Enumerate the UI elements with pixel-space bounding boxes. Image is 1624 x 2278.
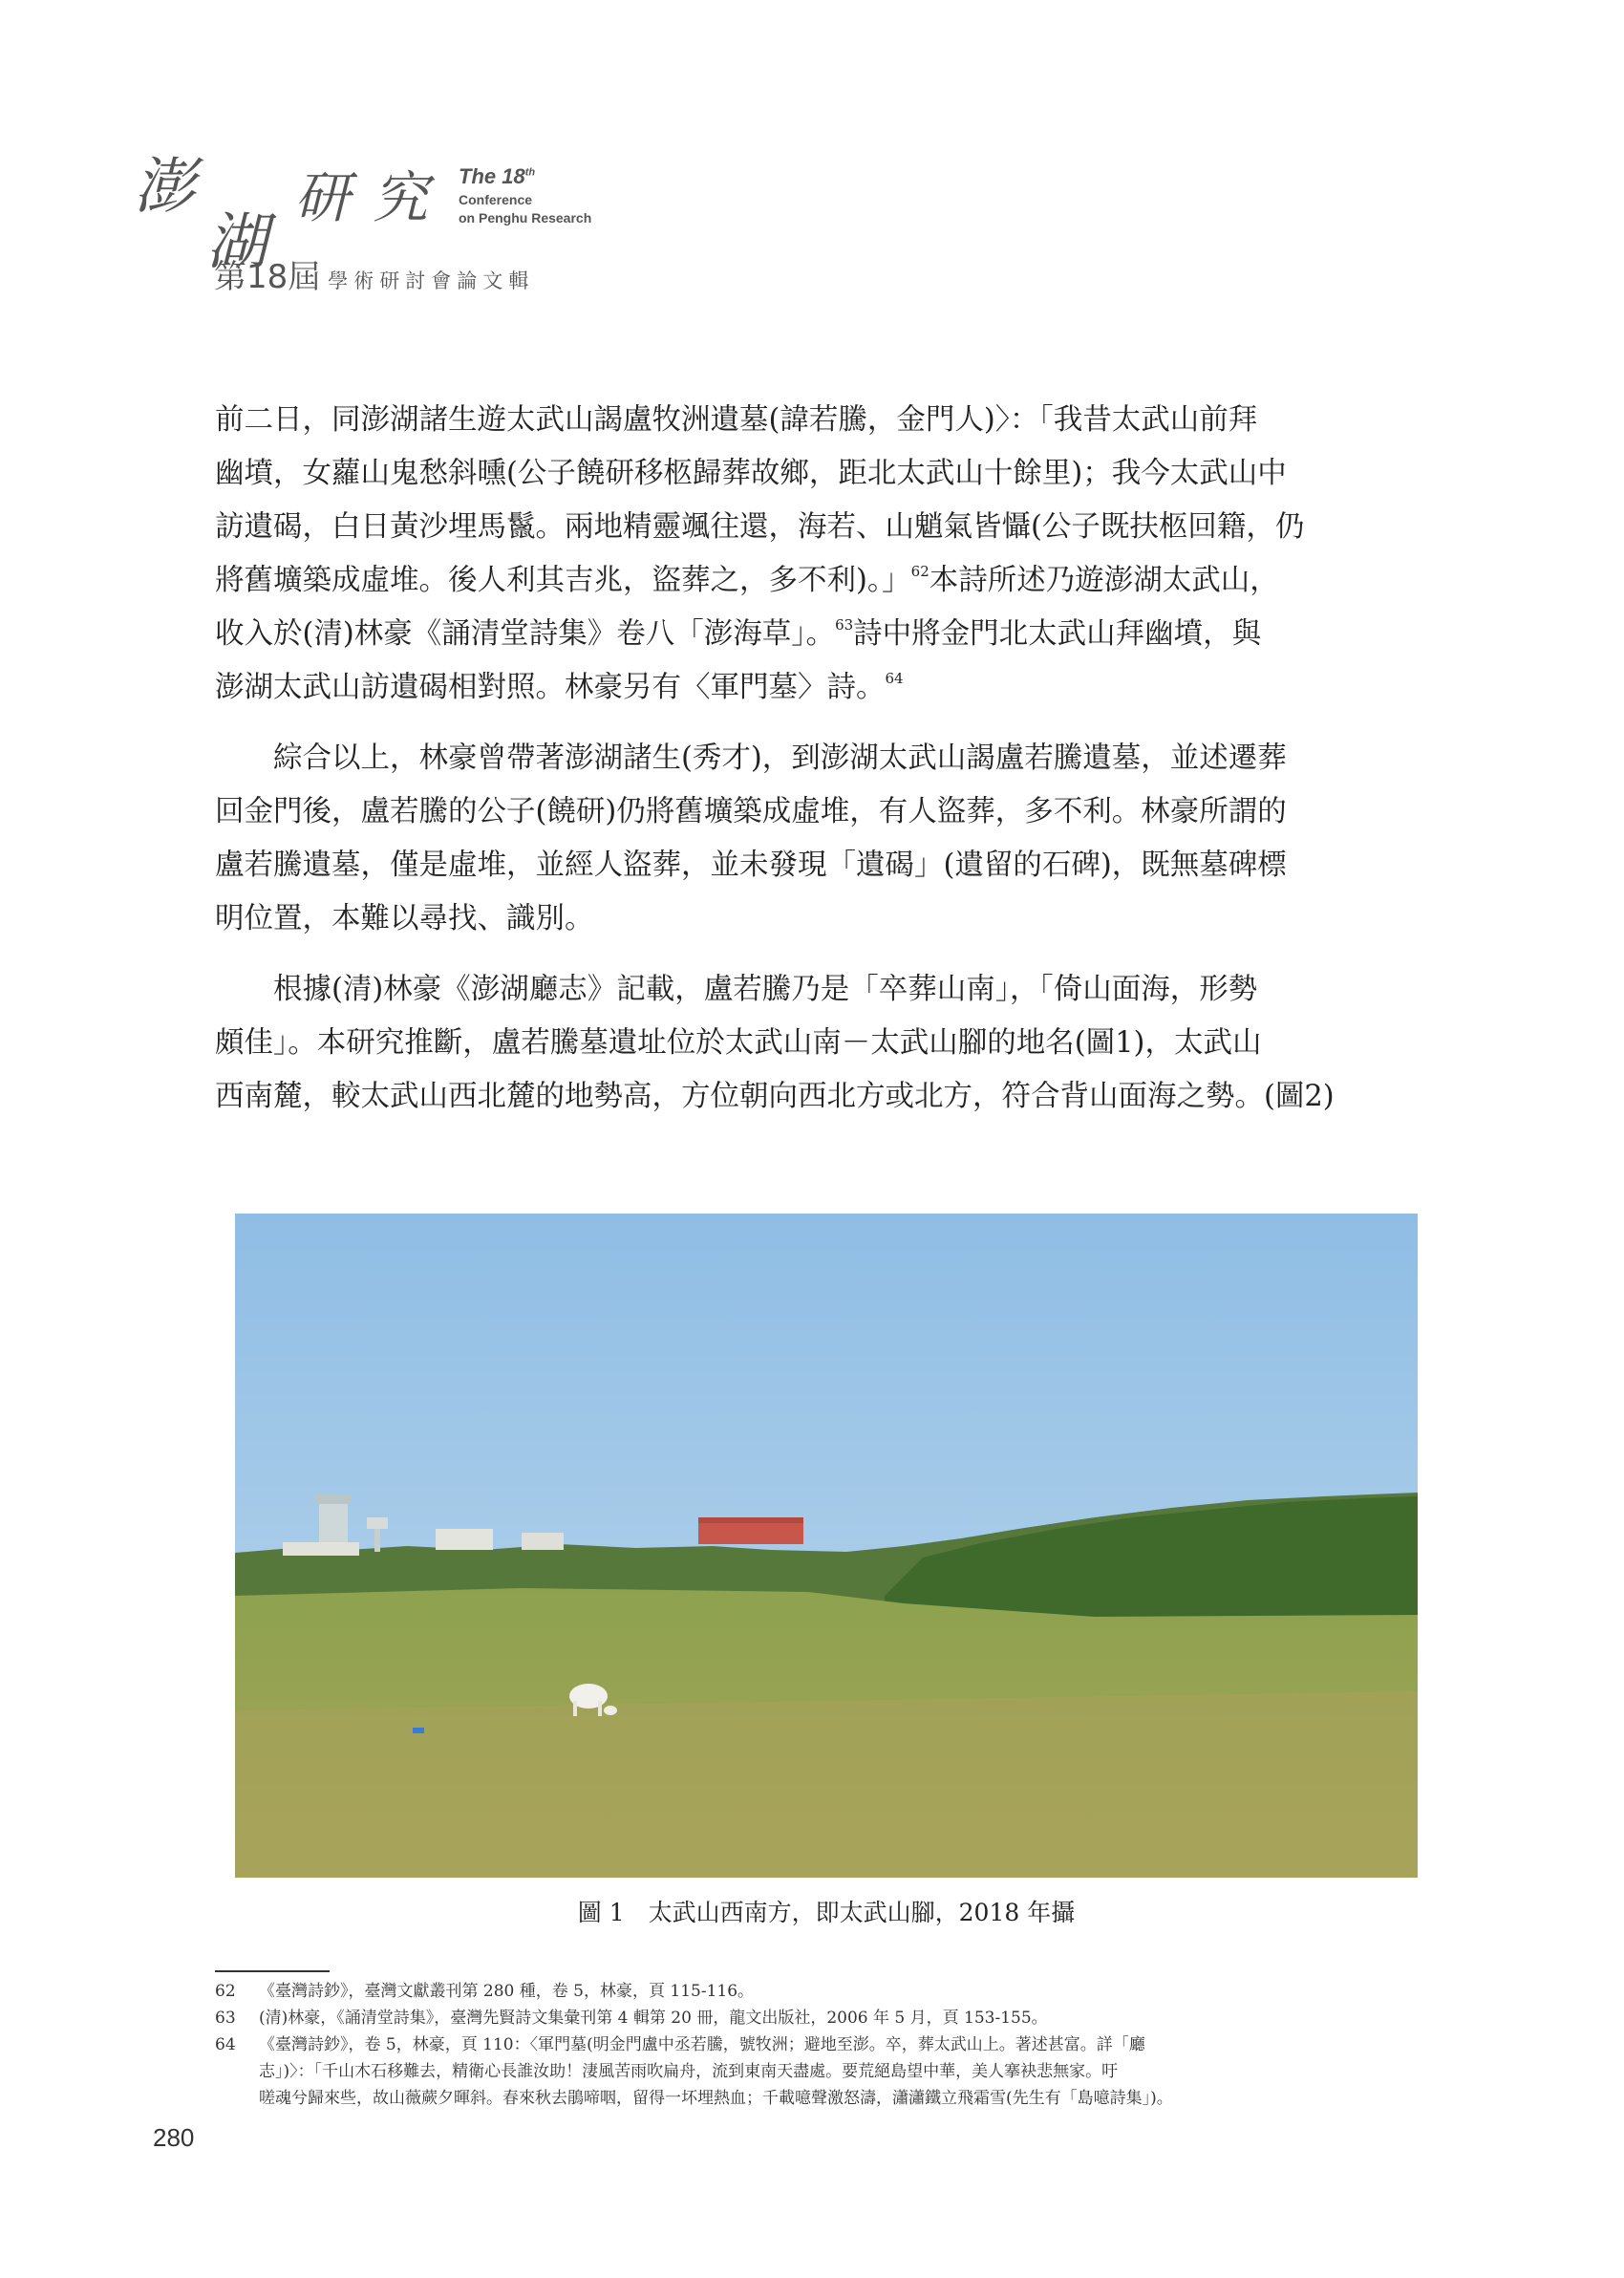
line-text: 幽墳，女蘿山鬼愁斜曛(公子饒研移柩歸葬故鄉，距北太武山十餘里)；我今太武山中 (215, 457, 1287, 490)
line-text: 前二日，同澎湖諸生遊太武山謁盧牧洲遺墓(諱若騰，金門人)〉：「我昔太武山前拜 (215, 403, 1258, 437)
footnote-number: 63 (215, 2009, 236, 2028)
text-line: 綜合以上，林豪曾帶著澎湖諸生(秀才)，到澎湖太武山謁盧若騰遺墓，並述遷葬 (215, 741, 1287, 775)
landscape-photo (235, 1214, 1418, 1878)
line-text: 訪遺碣，白日黃沙埋馬鬣。兩地精靈颯往還，海若、山魈氣皆懾(公子既扶柩回籍，仍 (215, 510, 1305, 544)
footnote-text: (清)林豪，《誦清堂詩集》，臺灣先賢詩文集彙刊第 4 輯第 20 冊，龍文出版社，2006 年 5 月，頁 153-155。 (259, 2009, 1048, 2028)
text-line (215, 661, 1428, 715)
text-line: 盧若騰遺墓，僅是虛堆，並經人盜葬，並未發現「遺碣」(遺留的石碑)，既無墓碑標 (215, 849, 1287, 882)
footnote-62 (215, 1978, 1447, 2005)
blue-bucket (413, 1728, 424, 1733)
line-text: 本詩所述乃遊澎湖太武山， (929, 564, 1279, 597)
footnote-ref-64[interactable]: 64 (885, 670, 904, 687)
footnote-64-continued: 嗟魂兮歸來些，故山薇蕨夕暉斜。春來秋去鵑啼咽，留得一坏埋熱血；千載噫聲激怒濤，瀟瀟鐵立飛霜雪(先生有「島噫詩集」)。 (259, 2089, 1173, 2108)
paragraph-3 (215, 963, 1428, 1124)
building (283, 1542, 359, 1556)
footnote-number: 62 (215, 1982, 236, 2001)
text-line (215, 501, 1428, 554)
water-tower (367, 1517, 388, 1529)
conf-line-3: on Penghu Research (459, 209, 592, 226)
conf-line-2: Conference (459, 191, 533, 207)
line-text: 詩中將金門北太武山拜幽墳，與 (853, 617, 1262, 651)
paragraph-2 (215, 732, 1428, 946)
footnote-63 (215, 2005, 1447, 2031)
conf-line-1-sup: th (524, 166, 536, 179)
red-building (698, 1521, 803, 1544)
title-char-3: 研 (294, 165, 351, 230)
figure-caption: 圖 1 太武山西南方，即太武山腳，2018 年攝 (577, 1899, 1076, 1926)
footnote-text: 《臺灣詩鈔》，臺灣文獻叢刊第 280 種，卷 5，林豪，頁 115-116。 (259, 1982, 755, 2001)
line-text: 將舊壙築成虛堆。後人利其吉兆，盜葬之，多不利)。」 (215, 564, 911, 597)
footnote-text: 《臺灣詩鈔》，卷 5，林豪，頁 110：〈軍門墓(明金門盧中丞若騰，號牧洲；避地至澎。卒，葬太武山上。著述甚富。詳「廳 (259, 2035, 1145, 2054)
paragraph-1 (215, 394, 1428, 715)
text-line: 頗佳」。本研究推斷，盧若騰墓遺址位於太武山南－太武山腳的地名(圖1)，太武山 (215, 1026, 1262, 1060)
footnote-64-continued: 志」)〉：「千山木石移難去，精衛心長誰汝助！淒風苦雨吹扁舟，流到東南天盡處。要荒絕島望中華，美人搴袂悲無家。吁 (259, 2062, 1119, 2081)
title-char-1: 澎 (134, 152, 195, 223)
conf-line-1: The 18 (459, 164, 525, 188)
footnote-rule (215, 1970, 330, 1972)
session-subtitle: 學術研討會論文輯 (328, 269, 535, 292)
conference-english-title (459, 162, 591, 226)
title-char-2: 湖 (206, 207, 267, 278)
text-line: 根據(清)林豪《澎湖廳志》記載，盧若騰乃是「卒葬山南」，「倚山面海，形勢 (215, 973, 1258, 1006)
building (522, 1533, 564, 1550)
page-number: 280 (153, 2123, 195, 2152)
line-text: 澎湖太武山訪遺碣相對照。林豪另有〈軍門墓〉詩。 (215, 671, 886, 704)
text-line (215, 608, 1428, 661)
footnote-ref-62[interactable]: 62 (910, 563, 930, 580)
text-line: 西南麓，較太武山西北麓的地勢高，方位朝向西北方或北方，符合背山面海之勢。(圖2) (215, 1080, 1335, 1113)
journal-header (134, 134, 669, 315)
text-line (215, 394, 1428, 447)
title-char-4: 究 (373, 165, 429, 230)
footnotes (215, 1978, 1447, 2112)
line-text: 收入於(清)林豪《誦清堂詩集》卷八「澎海草」。 (215, 617, 836, 651)
building (436, 1529, 493, 1550)
figure-1-photo (235, 1214, 1418, 1878)
body-text (215, 394, 1428, 1124)
text-line (215, 554, 1428, 608)
text-line: 回金門後，盧若騰的公子(饒研)仍將舊壙築成虛堆，有人盜葬，多不利。林豪所謂的 (215, 795, 1287, 828)
session-title (214, 250, 534, 297)
footnote-64 (215, 2031, 1447, 2058)
footnote-ref-63[interactable]: 63 (835, 616, 854, 634)
text-line: 明位置，本難以尋找、識別。 (215, 902, 594, 935)
session-number: 第18屆 (214, 258, 321, 296)
footnote-number: 64 (215, 2035, 236, 2054)
text-line (215, 447, 1428, 501)
